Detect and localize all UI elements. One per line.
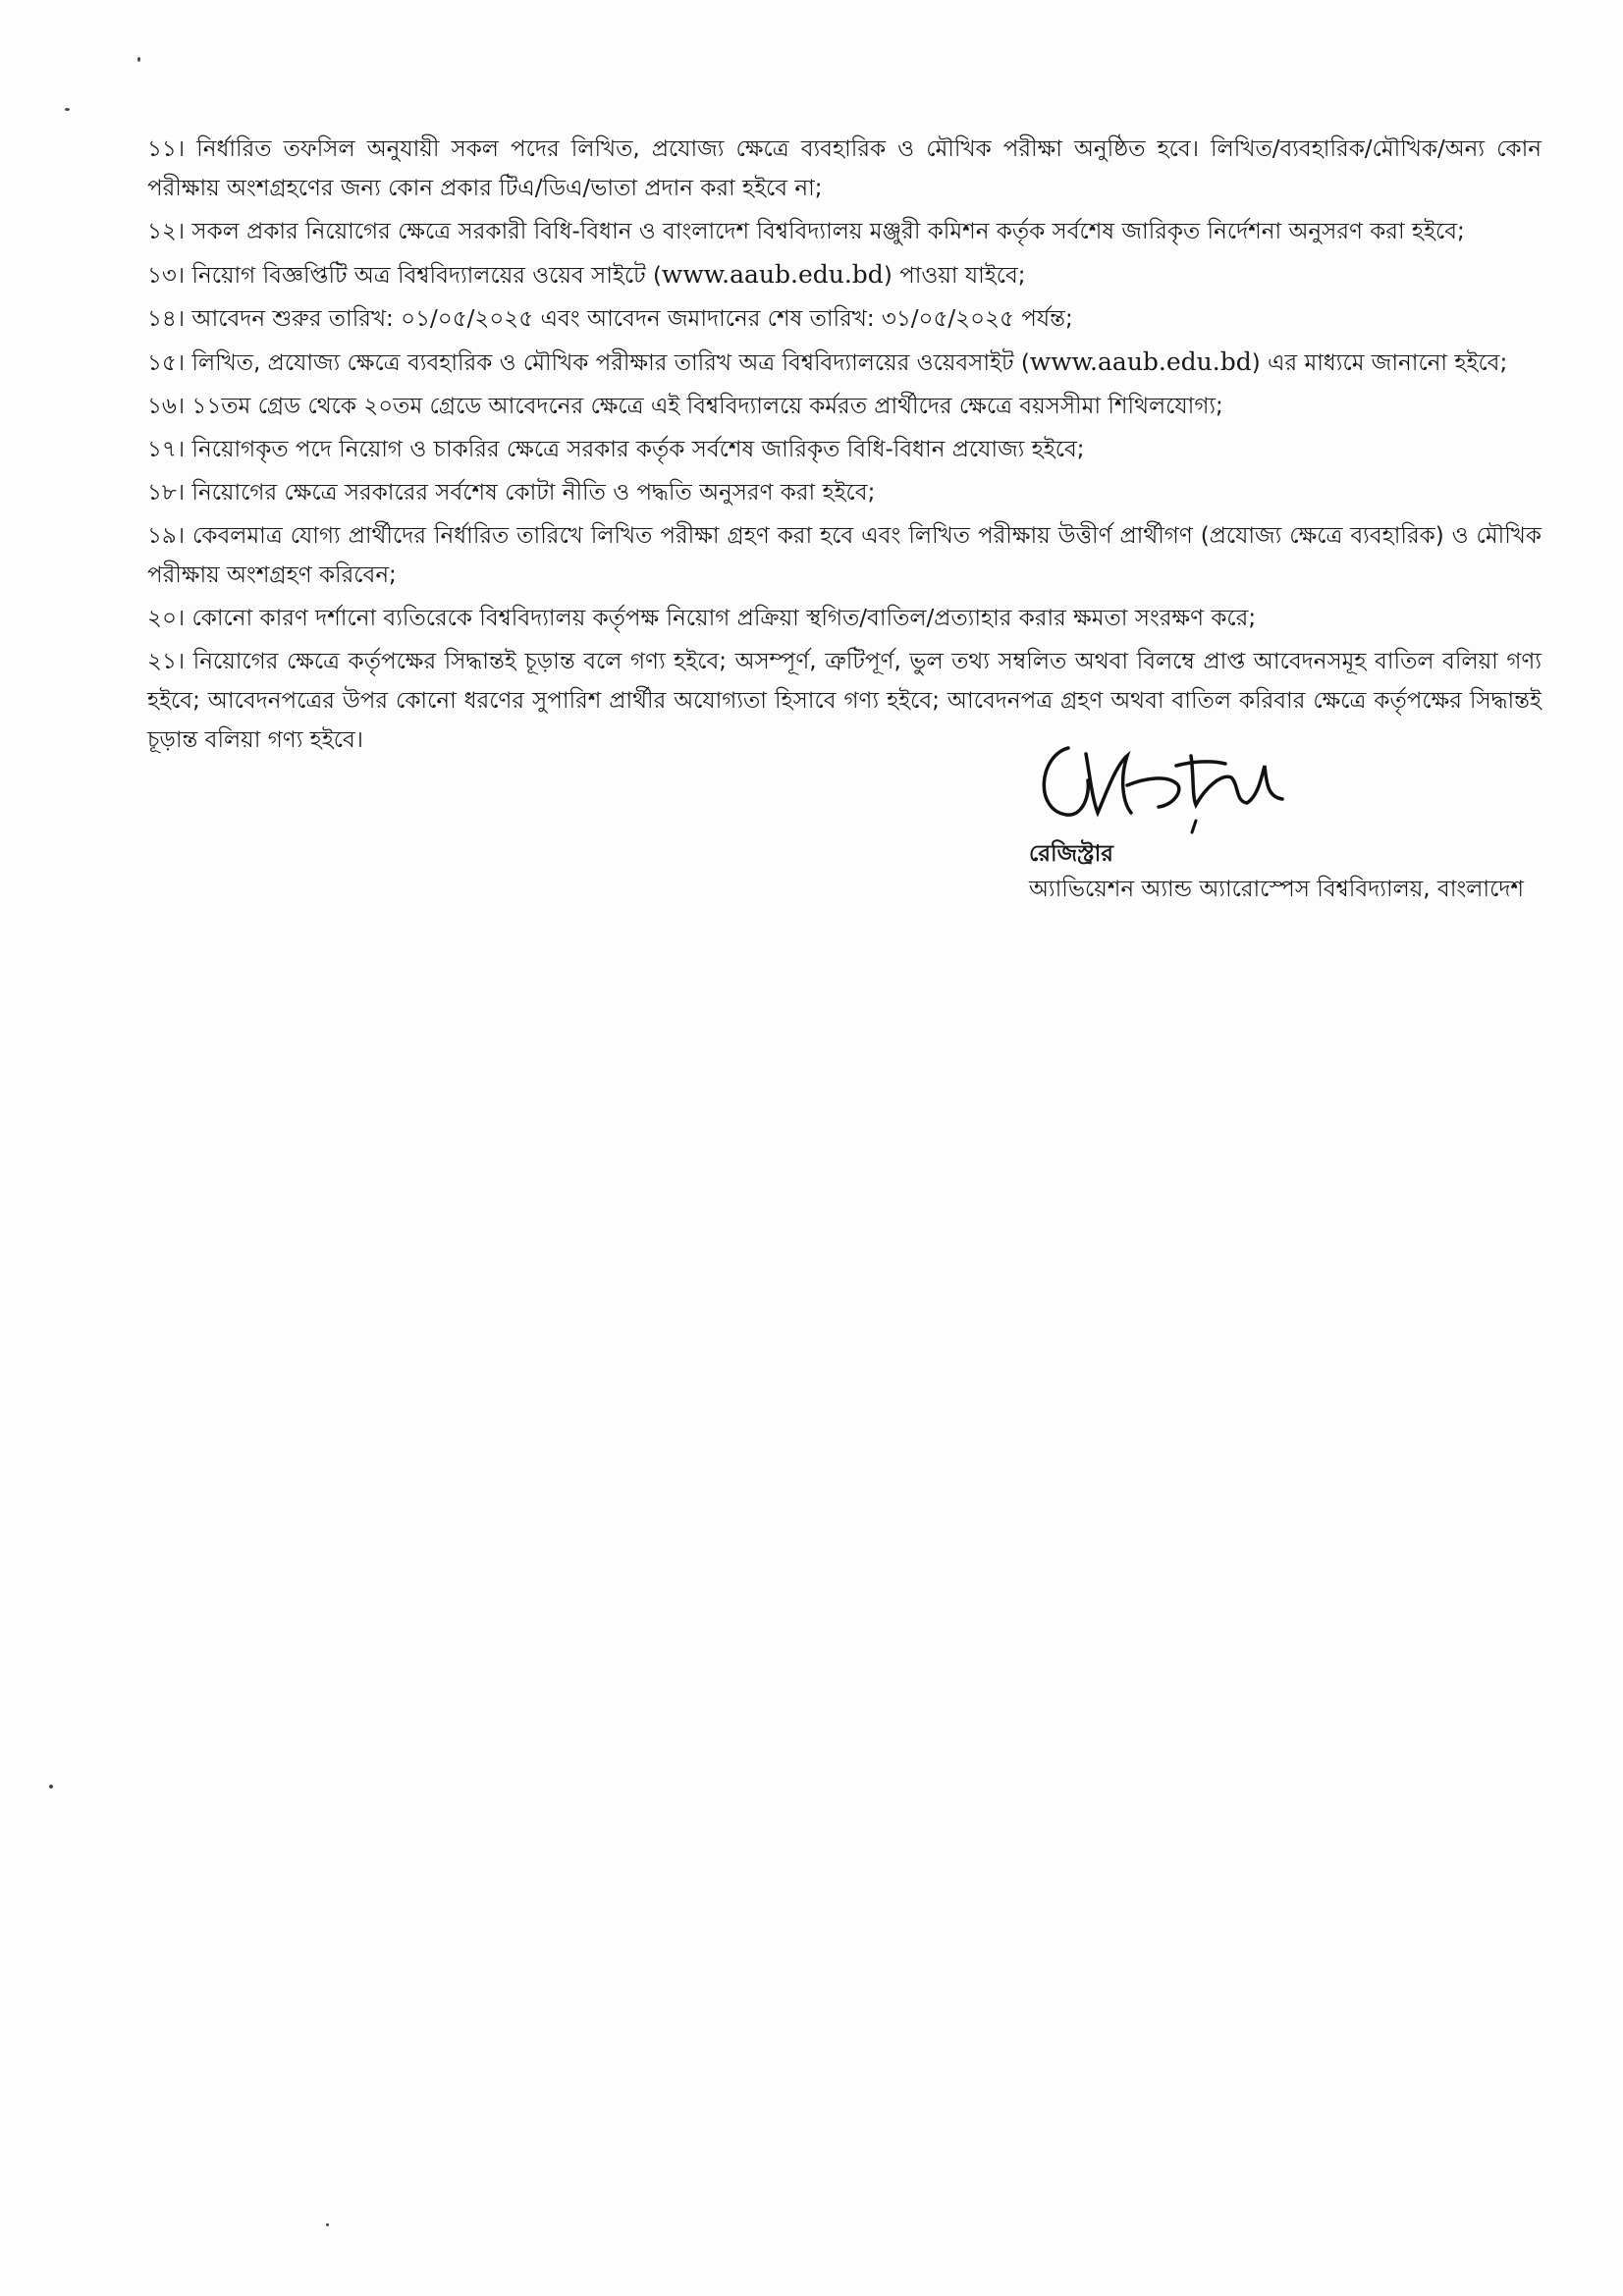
notice-item-text: ) পাওয়া যাইবে; <box>883 263 1026 289</box>
notice-item-13 <box>147 255 1542 295</box>
scan-speck <box>49 1785 53 1789</box>
notice-item-text: ১৯। কেবলমাত্র যোগ্য প্রার্থীদের নির্ধারিত তারিখে লিখিত পরীক্ষা গ্রহণ করা হবে এবং লিখিত পরীক্ষায় উত্তীর্ণ প্রার্থীগণ (প্রযোজ্য ক্ষেত্রে ব্যবহারিক) ও মৌখিক পরীক্ষায় অংশগ্রহণ করিবেন; <box>147 523 1542 588</box>
notice-item-text: ১২। সকল প্রকার নিয়োগের ক্ষেত্রে সরকারী বিধি-বিধান ও বাংলাদেশ বিশ্ববিদ্যালয় মঞ্জুরী কমিশন কর্তৃক সর্বশেষ জারিকৃত নির্দেশনা অনুসরণ করা হইবে; <box>147 219 1465 244</box>
notice-item-text: ২০। কোনো কারণ দর্শানো ব্যতিরেকে বিশ্ববিদ্যালয় কর্তৃপক্ষ নিয়োগ প্রক্রিয়া স্থগিত/বাতিল/প্রত্যাহার করার ক্ষমতা সংরক্ষণ করে; <box>147 606 1257 631</box>
scan-speck <box>326 2223 329 2226</box>
notice-item-text: ১৫। লিখিত, প্রযোজ্য ক্ষেত্রে ব্যবহারিক ও মৌখিক পরীক্ষার তারিখ অত্র বিশ্ববিদ্যালয়ের ওয়েবসাইট ( <box>147 350 1030 376</box>
notice-item-18 <box>147 473 1542 512</box>
notice-item-text: ১৭। নিয়োগকৃত পদে নিয়োগ ও চাকরির ক্ষেত্রে সরকার কর্তৃক সর্বশেষ জারিকৃত বিধি-বিধান প্রযোজ্য হইবে; <box>147 437 1085 462</box>
notice-item-text: ১৪। আবেদন শুরুর তারিখ: ০১/০৫/২০২৫ এবং আবেদন জমাদানের শেষ তারিখ: ৩১/০৫/২০২৫ পর্যন্ত; <box>147 306 1073 332</box>
notice-item-17 <box>147 430 1542 469</box>
notice-item-text: ১১। নির্ধারিত তফসিল অনুযায়ী সকল পদের লিখিত, প্রযোজ্য ক্ষেত্রে ব্যবহারিক ও মৌখিক পরীক্ষা অনুষ্ঠিত হবে। লিখিত/ব্যবহারিক/মৌখিক/অন্য কোন পরীক্ষায় অংশগ্রহণের জন্য কোন প্রকার টিএ/ডিএ/ভাতা প্রদান করা হইবে না; <box>147 136 1542 201</box>
signatory-organization: অ্যাভিয়েশন অ্যান্ড অ্যারোস্পেস বিশ্ববিদ্যালয়, বাংলাদেশ <box>1029 877 1525 902</box>
signatory-title: রেজিস্ট্রার <box>1029 841 1113 867</box>
handwritten-signature <box>1029 726 1314 834</box>
website-link: www.aaub.edu.bd <box>661 260 884 289</box>
notice-item-text: ১৬। ১১তম গ্রেড থেকে ২০তম গ্রেডে আবেদনের ক্ষেত্রে এই বিশ্ববিদ্যালয়ে কর্মরত প্রার্থীদের ক্ষেত্রে বয়সসীমা শিথিলযোগ্য; <box>147 394 1223 419</box>
notice-item-12 <box>147 212 1542 251</box>
notice-terms-list <box>147 130 1542 764</box>
notice-item-20 <box>147 599 1542 638</box>
notice-item-text: ১৮। নিয়োগের ক্ষেত্রে সরকারের সর্বশেষ কোটা নীতি ও পদ্ধতি অনুসরণ করা হইবে; <box>147 480 876 506</box>
notice-item-14 <box>147 299 1542 339</box>
website-link: www.aaub.edu.bd <box>1029 347 1252 376</box>
notice-item-19 <box>147 516 1542 595</box>
notice-item-15 <box>147 343 1542 383</box>
scan-speck <box>137 57 140 62</box>
notice-item-11 <box>147 130 1542 208</box>
notice-item-text: ১৩। নিয়োগ বিজ্ঞপ্তিটি অত্র বিশ্ববিদ্যালয়ের ওয়েব সাইটে ( <box>147 263 662 289</box>
signature-block <box>1029 726 1559 902</box>
notice-item-text: ) এর মাধ্যমে জানানো হইবে; <box>1251 350 1508 376</box>
scan-speck <box>65 108 70 111</box>
notice-item-text: ২১। নিয়োগের ক্ষেত্রে কর্তৃপক্ষের সিদ্ধান্তই চূড়ান্ত বলে গণ্য হইবে; অসম্পূর্ণ, ত্রুটিপূর্ণ, ভুল তথ্য সম্বলিত অথবা বিলম্বে প্রাপ্ত আবেদনসমূহ বাতিল বলিয়া গণ্য হইবে; আবেদনপত্রের উপর কোনো ধরণের সুপারিশ প্রার্থীর অযোগ্যতা হিসাবে গণ্য হইবে; আবেদনপত্র গ্রহণ অথবা বাতিল করিবার ক্ষেত্রে কর্তৃপক্ষের সিদ্ধান্তই চূড়ান্ত বলিয়া গণ্য হইবে। <box>147 649 1542 753</box>
notice-item-16 <box>147 387 1542 426</box>
